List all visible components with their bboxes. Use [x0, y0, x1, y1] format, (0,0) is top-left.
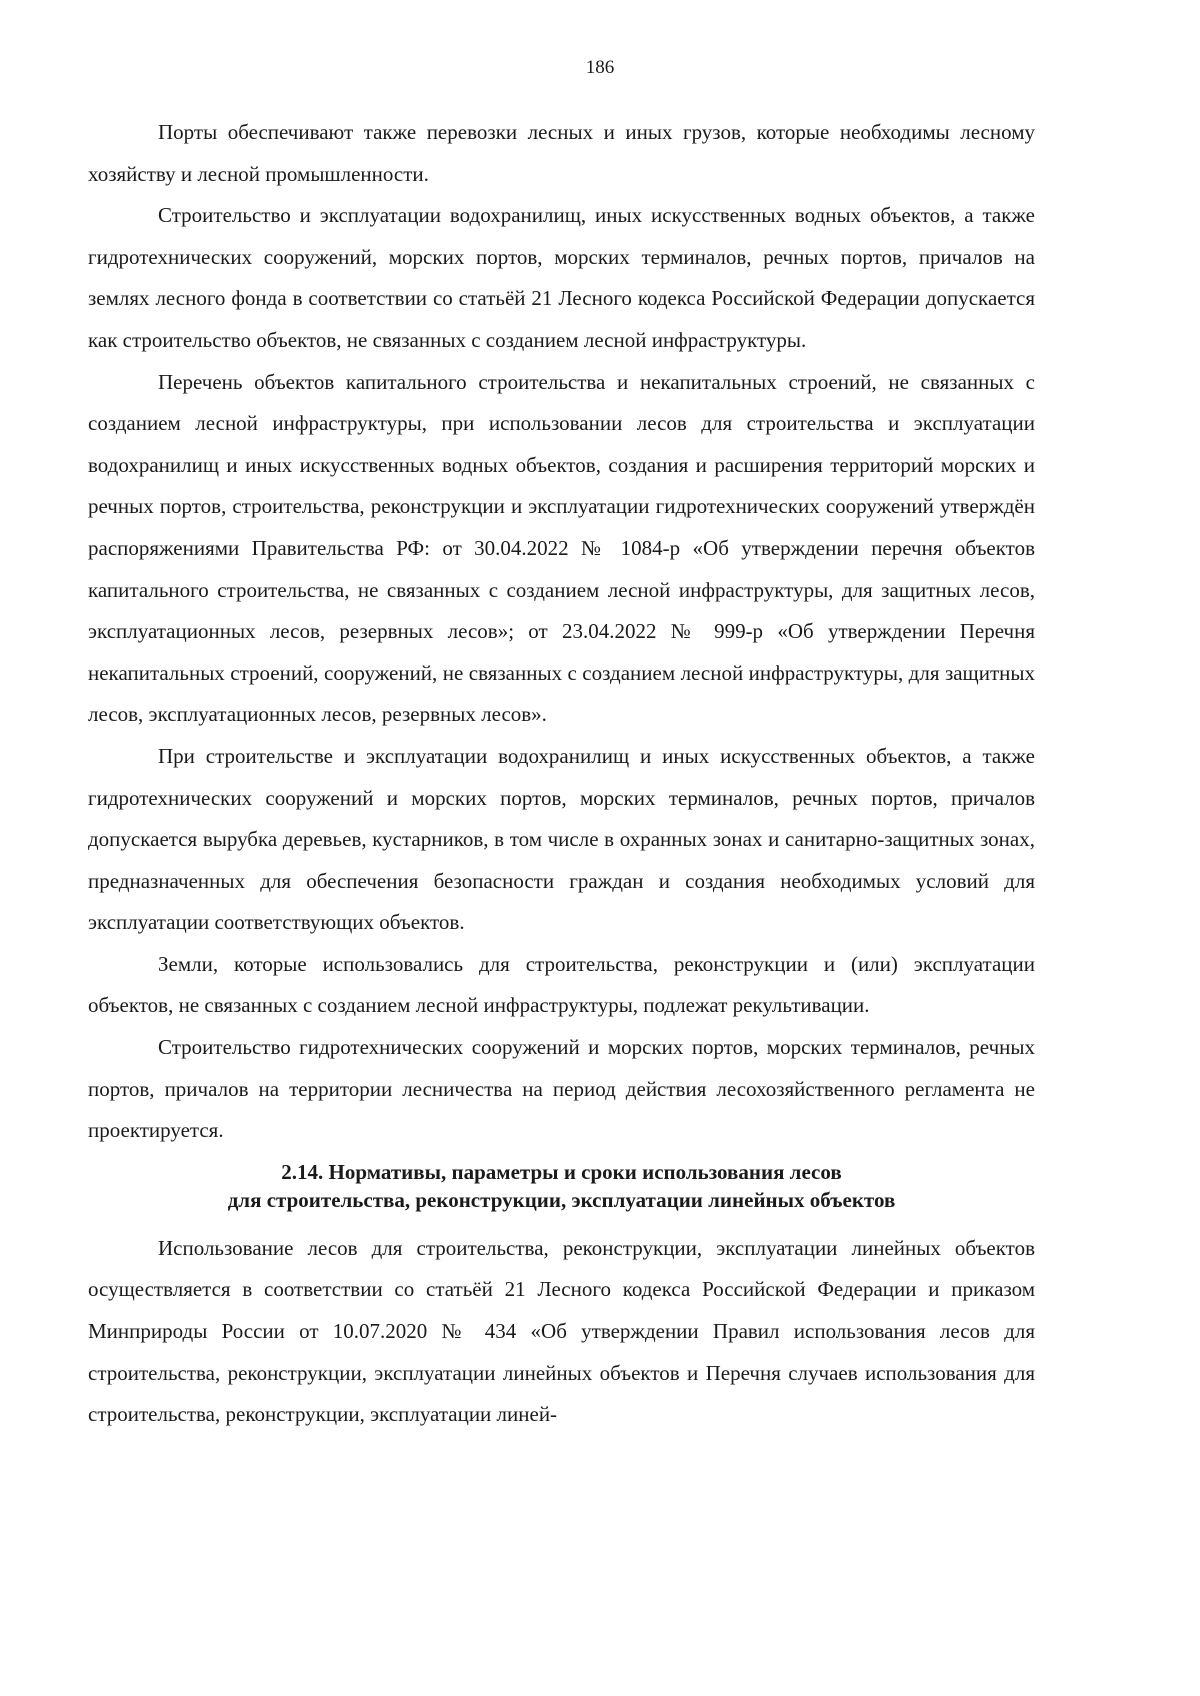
- page-number: 186: [585, 57, 615, 78]
- section-heading-line-2: для строительства, реконструкции, эксплуатации линейных объектов: [227, 1187, 896, 1212]
- paragraph-land-recultivation: Земли, которые использовались для строительства, реконструкции и (или) эксплуатации объектов, не связанных с созданием лесной инфраструктуры, подлежат рекультивации.: [88, 951, 1035, 1018]
- paragraph-reservoir-construction: Строительство и эксплуатации водохранилищ, иных искусственных водных объектов, а также гидротехнических сооружений, морских портов, морских терминалов, речных портов, причалов на землях лесного фонда в соответствии со статьёй 21 Лесного кодекса Российской Федерации допускается как строительство объектов, не связанных с созданием лесной инфраструктуры.: [88, 203, 1035, 352]
- section-heading: [88, 1158, 1035, 1214]
- page-content: [88, 112, 1035, 1436]
- section-heading-line-1: 2.14. Нормативы, параметры и сроки использования лесов: [281, 1159, 842, 1184]
- paragraph-linear-objects: Использование лесов для строительства, реконструкции, эксплуатации линейных объектов осуществляется в соответствии со статьёй 21 Лесного кодекса Российской Федерации и приказом Минприроды России от 10.07.2020 № 434 «Об утверждении Правил использования лесов для строительства, реконструкции, эксплуатации линейных объектов и Перечня случаев использования для строительства, реконструкции, эксплуатации линей-: [88, 1235, 1035, 1427]
- paragraph-object-list-decrees: Перечень объектов капитального строительства и некапитальных строений, не связанных с созданием лесной инфраструктуры, при использовании лесов для строительства и эксплуатации водохранилищ и иных искусственных водных объектов, создания и расширения территорий морских и речных портов, строительства, реконструкции и эксплуатации гидротехнических сооружений утверждён распоряжениями Правительства РФ: от 30.04.2022 № 1084-р «Об утверждении перечня объектов капитального строительства, не связанных с созданием лесной инфраструктуры, для защитных лесов, эксплуатационных лесов, резервных лесов»; от 23.04.2022 № 999-р «Об утверждении Перечня некапитальных строений, сооружений, не связанных с созданием лесной инфраструктуры, для защитных лесов, эксплуатационных лесов, резервных лесов».: [88, 369, 1035, 727]
- paragraph-not-planned: Строительство гидротехнических сооружений и морских портов, морских терминалов, речных портов, причалов на территории лесничества на период действия лесохозяйственного регламента не проектируется.: [88, 1035, 1035, 1143]
- paragraph-ports-transport: Порты обеспечивают также перевозки лесных и иных грузов, которые необходимы лесному хозяйству и лесной промышленности.: [88, 120, 1035, 186]
- paragraph-tree-felling: При строительстве и эксплуатации водохранилищ и иных искусственных объектов, а также гидротехнических сооружений и морских портов, морских терминалов, речных портов, причалов допускается вырубка деревьев, кустарников, в том числе в охранных зонах и санитарно-защитных зонах, предназначенных для обеспечения безопасности граждан и создания необходимых условий для эксплуатации соответствующих объектов.: [88, 743, 1035, 935]
